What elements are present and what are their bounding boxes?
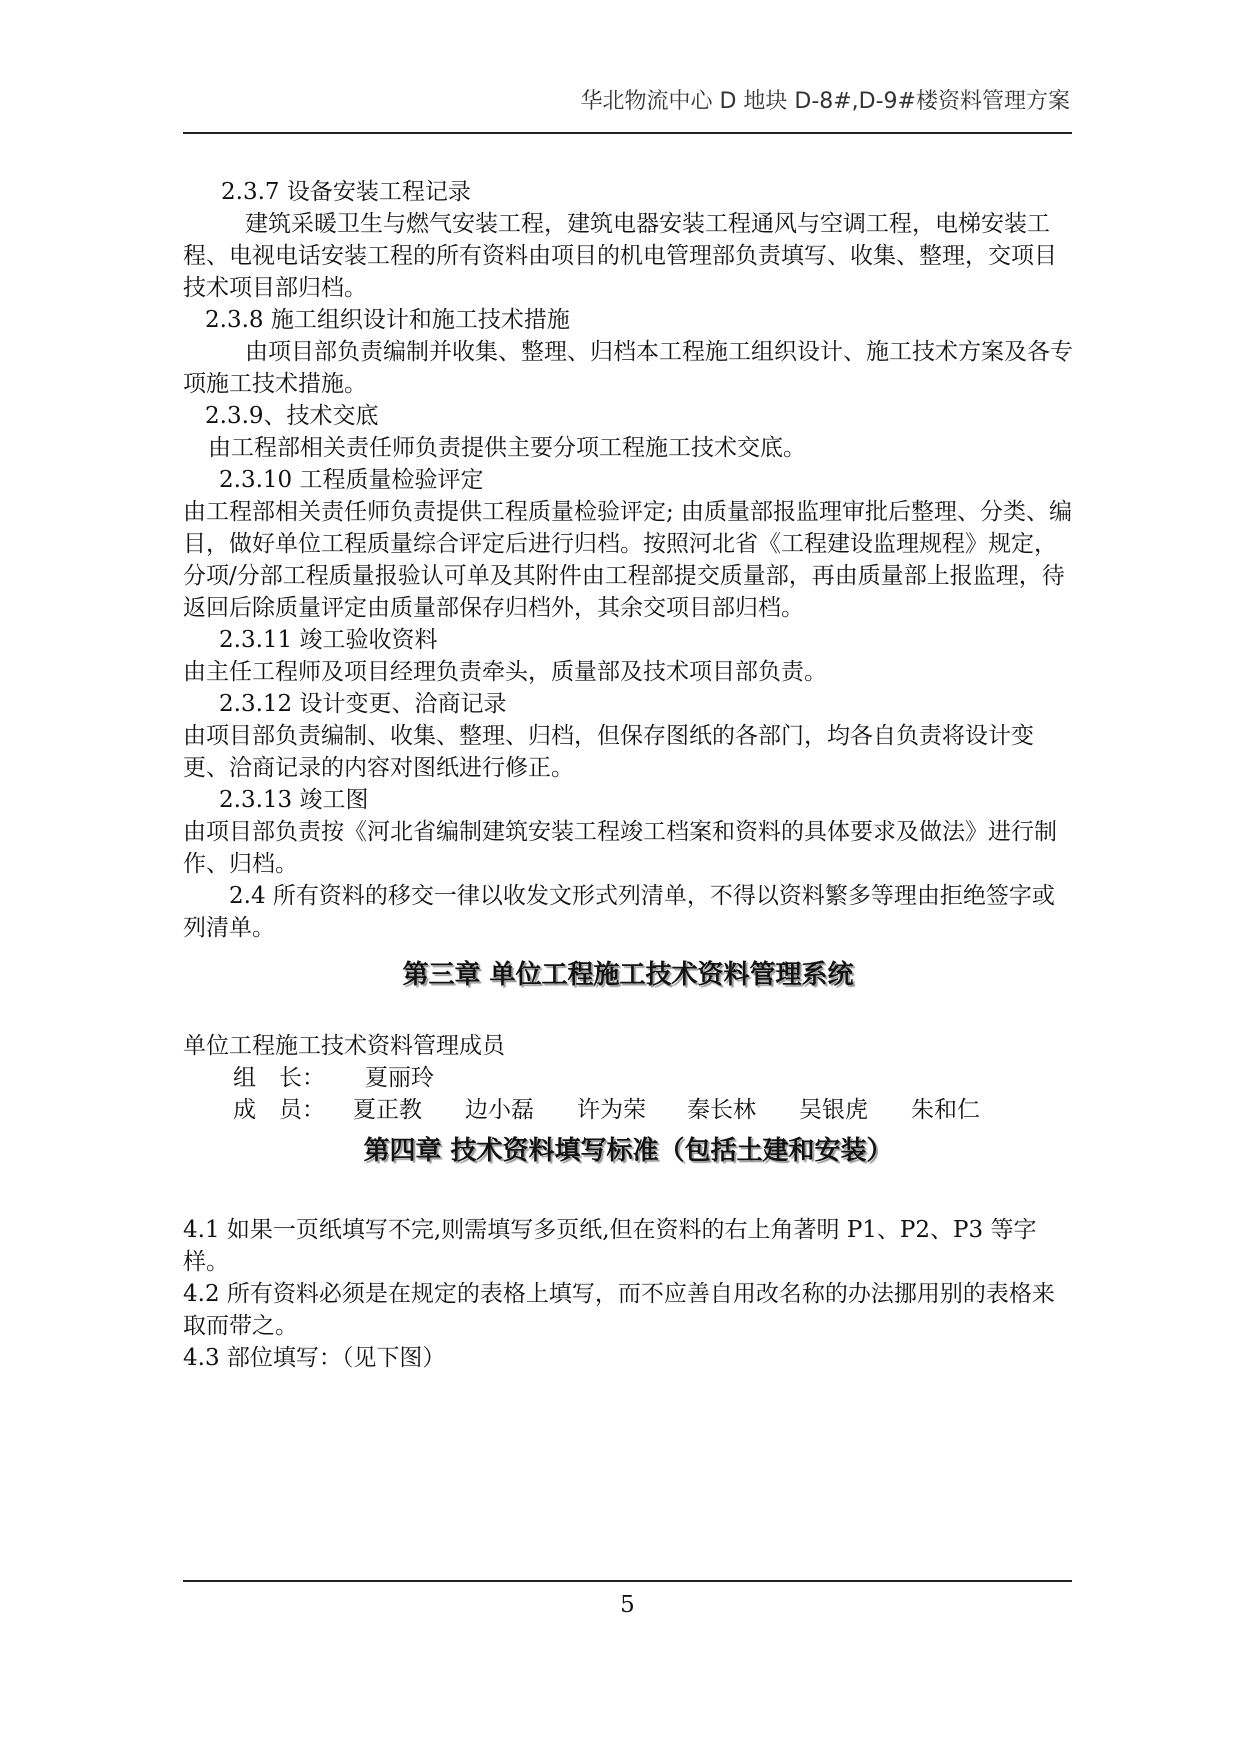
chapter-3-title: 第三章 单位工程施工技术资料管理系统 <box>402 960 854 990</box>
document-body <box>183 176 1073 1374</box>
page-number: 5 <box>620 1592 635 1618</box>
section-body-2-3-12: 由项目部负责编制、收集、整理、归档，但保存图纸的各部门，均各自负责将设计变更、洽商记录的内容对图纸进行修正。 <box>183 723 1034 781</box>
section-body-2-3-7: 建筑采暖卫生与燃气安装工程，建筑电器安装工程通风与空调工程，电梯安装工程、电视电话安装工程的所有资料由项目的机电管理部负责填写、收集、整理，交项目技术项目部归档。 <box>183 211 1057 301</box>
section-body-2-3-8: 由项目部负责编制并收集、整理、归档本工程施工组织设计、施工技术方案及各专项施工技术措施。 <box>183 339 1073 397</box>
section-heading-2-3-12: 2.3.12 设计变更、洽商记录 <box>219 691 507 717</box>
members-line <box>183 1094 1073 1126</box>
section-heading-2-3-7: 2.3.7 设备安装工程记录 <box>221 179 471 205</box>
chapter-4-title: 第四章 技术资料填写标准（包括土建和安装） <box>363 1136 893 1166</box>
section-body-2-3-11: 由主任工程师及项目经理负责牵头，质量部及技术项目部负责。 <box>183 659 827 685</box>
section-body-2-3-9: 由工程部相关责任师负责提供主要分项工程施工技术交底。 <box>208 435 806 461</box>
leader-label: 组 长： <box>233 1065 325 1091</box>
member-name: 夏正教 <box>353 1097 422 1123</box>
section-heading-2-3-11: 2.3.11 竣工验收资料 <box>219 627 438 653</box>
chapter-4-item: 4.3 部位填写：（见下图） <box>183 1345 446 1371</box>
member-name: 秦长林 <box>687 1097 756 1123</box>
section-body-2-3-13: 由项目部负责按《河北省编制建筑安装工程竣工档案和资料的具体要求及做法》进行制作、归档。 <box>183 819 1057 877</box>
leader-line <box>183 1062 1073 1094</box>
section-heading-2-3-13: 2.3.13 竣工图 <box>219 787 369 813</box>
section-body-2-3-10: 由工程部相关责任师负责提供工程质量检验评定; 由质量部报监理审批后整理、分类、编目，做好单位工程质量综合评定后进行归档。按照河北省《工程建设监理规程》规定，分项/分部工程质量报验认可单及其附件由工程部提交质量部，再由质量部上报监理，待返回后除质量评定由质量部保存归档外，其余交项目部归档。 <box>183 499 1073 621</box>
chapter-4-item: 4.2 所有资料必须是在规定的表格上填写，而不应善自用改名称的办法挪用别的表格来取而带之。 <box>183 1281 1055 1339</box>
section-heading-2-3-10: 2.3.10 工程质量检验评定 <box>219 467 484 493</box>
section-heading-2-3-8: 2.3.8 施工组织设计和施工技术措施 <box>205 307 570 333</box>
member-name: 边小磊 <box>465 1097 534 1123</box>
header-title: 华北物流中心 D 地块 D-8#,D-9#楼资料管理方案 <box>580 89 1070 114</box>
member-name: 吴银虎 <box>799 1097 868 1123</box>
section-heading-2-3-9: 2.3.9、技术交底 <box>205 403 379 429</box>
members-label: 成 员： <box>233 1097 325 1123</box>
leader-name: 夏丽玲 <box>365 1065 434 1091</box>
chapter-4-item: 4.1 如果一页纸填写不完,则需填写多页纸,但在资料的右上角著明 P1、P2、P3 等字样。 <box>183 1217 1037 1275</box>
member-name: 许为荣 <box>577 1097 646 1123</box>
header-rule <box>183 132 1072 134</box>
footer-rule <box>183 1580 1072 1582</box>
section-body-2-4: 2.4 所有资料的移交一律以收发文形式列清单，不得以资料繁多等理由拒绝签字或列清单。 <box>183 883 1055 941</box>
member-name: 朱和仁 <box>911 1097 980 1123</box>
chapter-3-intro: 单位工程施工技术资料管理成员 <box>183 1033 505 1059</box>
